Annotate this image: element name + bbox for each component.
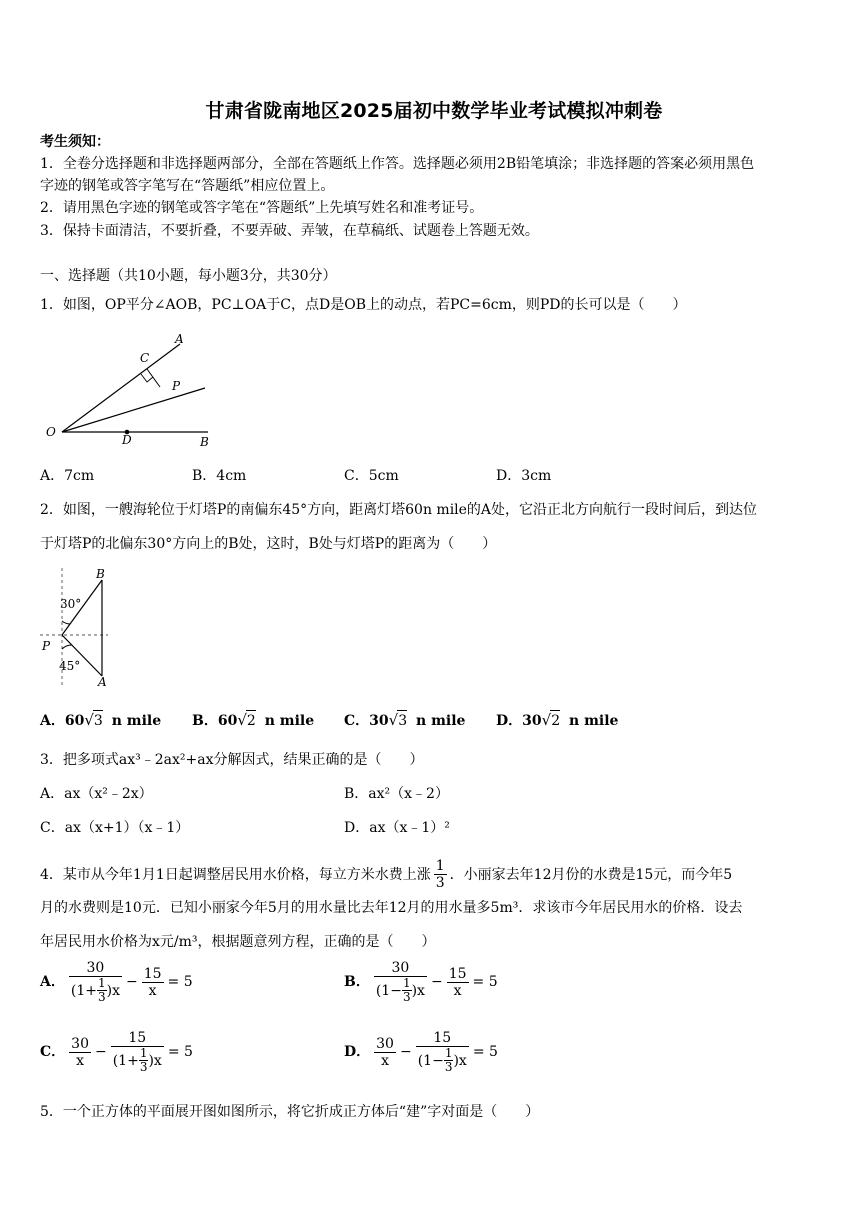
question-4-line2: 月的水费则是10元．已知小丽家今年5月的用水量比去年12月的用水量多5m³．求该市今年居民用水的价格．设去	[40, 900, 743, 916]
fig-label-C: C	[140, 351, 150, 365]
q1-option-c: C．5cm	[344, 468, 399, 484]
q2-option-c: C．30√3 n mile	[344, 711, 466, 729]
question-4-line1: 4．某市从今年1月1日起调整居民用水价格，每立方米水费上涨 $\frac{1}{3}$ ．小丽家去年12月份的水费是15元，而今年5	[40, 858, 733, 891]
q3-option-b: B．ax²（x﹣2）	[344, 786, 449, 802]
q3-option-a: A．ax（x²﹣2x）	[40, 786, 153, 802]
question-4-line3: 年居民用水价格为x元/m³，根据题意列方程，正确的是（ ）	[40, 934, 436, 950]
q2-option-a: A．60√3 n mile	[40, 711, 162, 729]
fig-label-A: A	[175, 332, 184, 346]
question-2-line2: 于灯塔P的北偏东30°方向上的B处，这时，B处与灯塔P的距离为（ ）	[40, 536, 497, 552]
q4-option-a: A． 30 (1+ $\frac{1}{3}$ )x − $\frac{15}{x}$ = 5	[40, 960, 193, 1004]
question-3-text: 3．把多项式ax³﹣2ax²+ax分解因式，结果正确的是（ ）	[40, 752, 424, 768]
fig-label-45: 45°	[59, 659, 81, 673]
q4-option-d: D． $\frac{30}{x}$ − 15 (1− $\frac{1}{3}$ )x = 5	[344, 1030, 498, 1074]
notice-heading: 考生须知：	[40, 134, 110, 150]
fig-label-B: B	[96, 567, 105, 581]
question-2-line1: 2．如图，一艘海轮位于灯塔P的南偏东45°方向，距离灯塔60n mile的A处，它沿正北方向航行一段时间后，到达位	[40, 502, 758, 518]
fig-label-A: A	[98, 675, 107, 689]
question-1-text: 1．如图，OP平分∠AOB，PC⊥OA于C，点D是OB上的动点，若PC=6cm，则PD的长可以是（ ）	[40, 297, 687, 313]
q2-figure	[38, 566, 118, 690]
q2-option-d: D．30√2 n mile	[496, 711, 619, 729]
q1-option-d: D．3cm	[496, 468, 552, 484]
notice-item: 2．请用黑色字迹的钢笔或答字笔在“答题纸”上先填写姓名和准考证号。	[40, 200, 484, 216]
q2-option-b: B．60√2 n mile	[192, 711, 315, 729]
fig-label-B: B	[200, 435, 209, 449]
fig-label-30: 30°	[60, 597, 82, 611]
q1-figure	[40, 330, 220, 450]
q3-option-c: C．ax（x+1）（x﹣1）	[40, 820, 190, 836]
q3-option-d: D．ax（x﹣1）²	[344, 820, 450, 836]
q4-option-b: B． 30 (1− $\frac{1}{3}$ )x − $\frac{15}{x}$ = 5	[344, 960, 498, 1004]
section-heading: 一、选择题（共10小题，每小题3分，共30分）	[40, 268, 337, 284]
q4-option-c: C． $\frac{30}{x}$ − 15 (1+ $\frac{1}{3}$ )x = 5	[40, 1030, 193, 1074]
notice-item: 字迹的钢笔或答字笔写在“答题纸”相应位置上。	[40, 178, 335, 194]
fig-label-D: D	[122, 433, 132, 447]
notice-item: 1．全卷分选择题和非选择题两部分，全部在答题纸上作答。选择题必须用2B铅笔填涂；非选择题的答案必须用黑色	[40, 156, 755, 172]
page-title: 甘肃省陇南地区2025届初中数学毕业考试模拟冲刺卷	[205, 100, 663, 122]
fig-label-P: P	[42, 639, 51, 653]
q4-fraction: $\frac{1}{3}$	[435, 858, 445, 891]
notice-item: 3．保持卡面清洁，不要折叠，不要弄破、弄皱，在草稿纸、试题卷上答题无效。	[40, 223, 539, 239]
question-5-text: 5．一个正方体的平面展开图如图所示，将它折成正方体后“建”字对面是（ ）	[40, 1104, 540, 1120]
fig-label-O: O	[46, 425, 56, 439]
q1-option-a: A．7cm	[40, 468, 95, 484]
fig-label-P: P	[172, 379, 181, 393]
q1-option-b: B．4cm	[192, 468, 247, 484]
